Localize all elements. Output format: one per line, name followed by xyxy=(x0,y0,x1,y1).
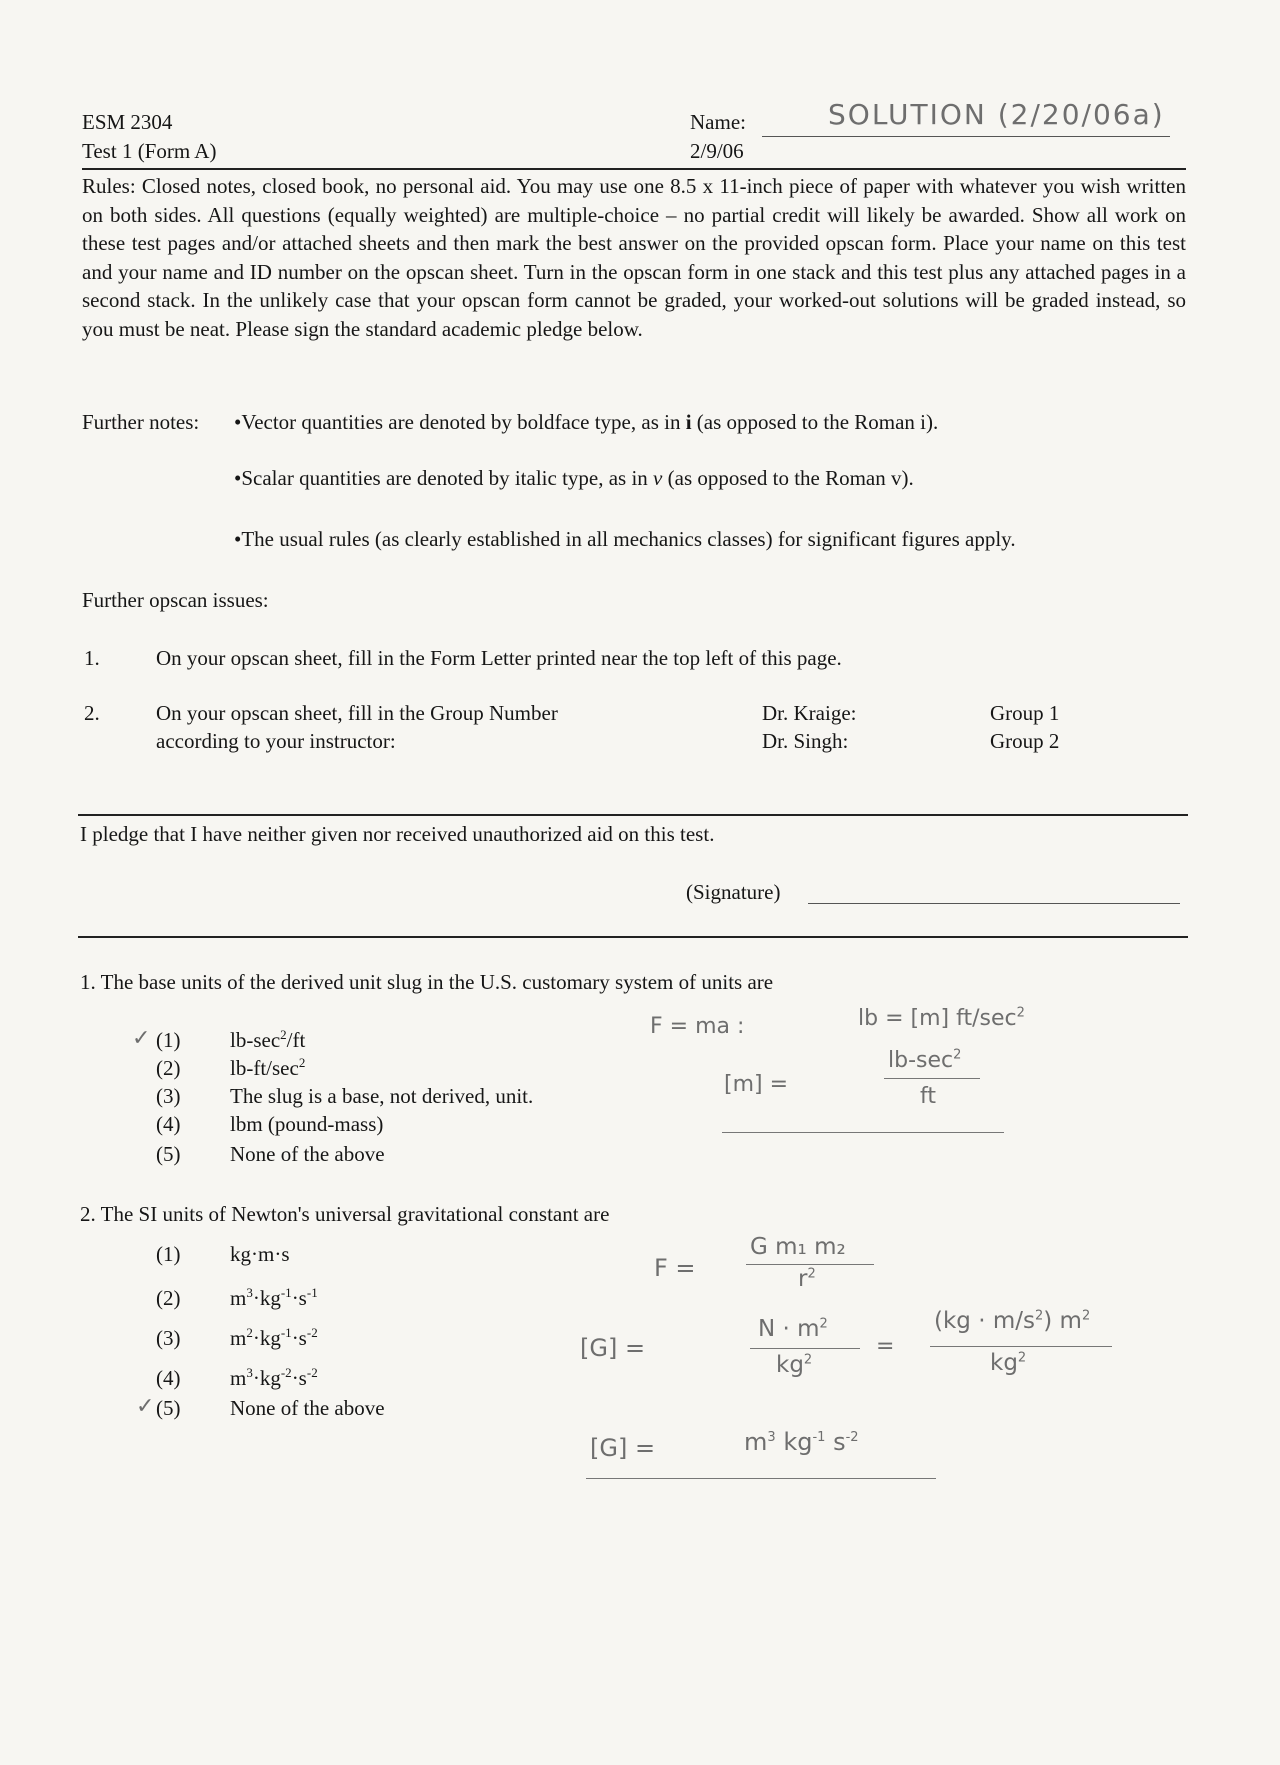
q2-work-f-lhs: F = xyxy=(654,1254,696,1282)
q2-check-mark: ✓ xyxy=(136,1394,155,1419)
opscan-label: Further opscan issues: xyxy=(82,588,269,612)
name-underline xyxy=(762,136,1170,137)
instructor-kraige: Dr. Kraige: xyxy=(762,701,857,725)
q1-opt2-num: (2) xyxy=(156,1056,181,1080)
q2-work-f-den: $r^2$ xyxy=(798,1266,816,1292)
q2-work-f-num: G m₁ m₂ xyxy=(750,1234,846,1260)
note-vector: •Vector quantities are denoted by boldface type, as in i (as opposed to the Roman i). xyxy=(234,410,939,434)
test-form: Test 1 (Form A) xyxy=(82,139,217,163)
group-1: Group 1 xyxy=(990,701,1060,725)
q2-work-equals: = xyxy=(876,1334,895,1359)
q2-work-k-den: $kg^2$ xyxy=(990,1350,1027,1376)
opscan-item2-line1: On your opscan sheet, fill in the Group Number xyxy=(156,701,558,725)
q1-opt1: $lb-\sec^2/ft$ xyxy=(230,1027,306,1052)
signature-line[interactable] xyxy=(808,903,1180,904)
q2-work-k-num: $(kg \cdot m/s^2)$ $m^2$ xyxy=(934,1308,1091,1334)
q2-work-n-num: $N \cdot m^2$ xyxy=(758,1316,828,1342)
opscan-item2-line2: according to your instructor: xyxy=(156,729,396,753)
q2-opt4-num: (4) xyxy=(156,1366,181,1390)
q2-opt5-num: (5) xyxy=(156,1396,181,1420)
q2-work-result: $m^3$ $kg^{-1}$ $s^{-2}$ xyxy=(744,1428,859,1456)
q1-work-lb-equation: lb = [m] $ft/\sec^2$ xyxy=(858,1005,1025,1031)
course-code: ESM 2304 xyxy=(82,110,173,134)
q2-work-k-bar xyxy=(930,1346,1112,1347)
q1-opt4-num: (4) xyxy=(156,1112,181,1136)
opscan-item2-num: 2. xyxy=(84,701,100,725)
pledge-text: I pledge that I have neither given nor received unauthorized aid on this test. xyxy=(80,822,715,846)
pledge-bottom-rule xyxy=(78,936,1188,938)
rules-paragraph: Rules: Closed notes, closed book, no personal aid. You may use one 8.5 x 11-inch piece of paper with whatever you wish written on both sides. All questions (equally weighted) are multiple-choice – no partial credit will likely be awarded. Show all work on these test pages and/or attached sheets and then mark the best answer on the provided opscan form. Place your name on this test and your name and ID number on the opscan sheet. Turn in the opscan form in one stack and this test plus any attached pages in a second stack. In the unlikely case that your opscan form cannot be graded, your worked-out solutions will be graded instead, so you must be neat. Please sign the standard academic pledge below. xyxy=(82,174,1186,341)
q1-work-frac-den: ft xyxy=(920,1084,936,1109)
signature-label: (Signature) xyxy=(686,880,781,904)
notes-label: Further notes: xyxy=(82,410,200,434)
name-value: SOLUTION (2/20/06a) xyxy=(828,98,1165,131)
q2-work-n-den: $kg^2$ xyxy=(776,1352,813,1378)
q1-work-m-lhs: [m] = xyxy=(724,1072,789,1097)
group-2: Group 2 xyxy=(990,729,1060,753)
q1-check-mark: ✓ xyxy=(132,1026,151,1051)
test-date: 2/9/06 xyxy=(690,139,744,163)
q2-work-n-bar xyxy=(750,1348,860,1349)
q2-opt1-num: (1) xyxy=(156,1242,181,1266)
opscan-item1-num: 1. xyxy=(84,646,100,670)
q2-opt1: kg·m·s xyxy=(230,1242,290,1266)
q2-opt3: $m^2\cdot kg^{-1}\cdot s^{-2}$ xyxy=(230,1325,318,1350)
q2-opt2: $m^3\cdot kg^{-1}\cdot s^{-1}$ xyxy=(230,1285,318,1310)
q2-work-f-bar xyxy=(746,1264,874,1265)
q1-prompt: 1. The base units of the derived unit slug in the U.S. customary system of units are xyxy=(80,970,774,994)
pledge-top-rule xyxy=(78,814,1188,816)
q2-opt2-num: (2) xyxy=(156,1286,181,1310)
q1-opt3: The slug is a base, not derived, unit. xyxy=(230,1084,534,1108)
q1-opt4: lbm (pound-mass) xyxy=(230,1112,384,1136)
name-label: Name: xyxy=(690,110,746,134)
q1-work-frac-num: $lb-\sec^2$ xyxy=(888,1047,962,1073)
q1-opt5: None of the above xyxy=(230,1142,385,1166)
opscan-item1-text: On your opscan sheet, fill in the Form Letter printed near the top left of this page. xyxy=(156,646,842,670)
q2-work-result-lhs: [G] = xyxy=(590,1434,656,1462)
q1-opt1-num: (1) xyxy=(156,1028,181,1052)
q2-work-underline xyxy=(586,1478,936,1479)
instructor-singh: Dr. Singh: xyxy=(762,729,849,753)
q2-work-g-lhs: [G] = xyxy=(580,1334,646,1362)
header-divider xyxy=(82,168,1186,170)
q1-work-frac-bar xyxy=(884,1078,980,1079)
q1-opt2: $lb-ft/\sec^2$ xyxy=(230,1055,306,1080)
q2-prompt: 2. The SI units of Newton's universal gravitational constant are xyxy=(80,1202,610,1226)
q1-opt5-num: (5) xyxy=(156,1142,181,1166)
note-scalar: •Scalar quantities are denoted by italic type, as in v (as opposed to the Roman v). xyxy=(234,466,914,490)
q1-work-f-equation: F = ma : xyxy=(650,1014,745,1039)
q1-work-underline xyxy=(722,1132,1004,1133)
q2-opt3-num: (3) xyxy=(156,1326,181,1350)
note-sigfig: •The usual rules (as clearly established in all mechanics classes) for significant figures apply. xyxy=(234,527,1016,551)
q2-opt4: $m^3\cdot kg^{-2}\cdot s^{-2}$ xyxy=(230,1365,318,1390)
q2-opt5: None of the above xyxy=(230,1396,385,1420)
q1-opt3-num: (3) xyxy=(156,1084,181,1108)
